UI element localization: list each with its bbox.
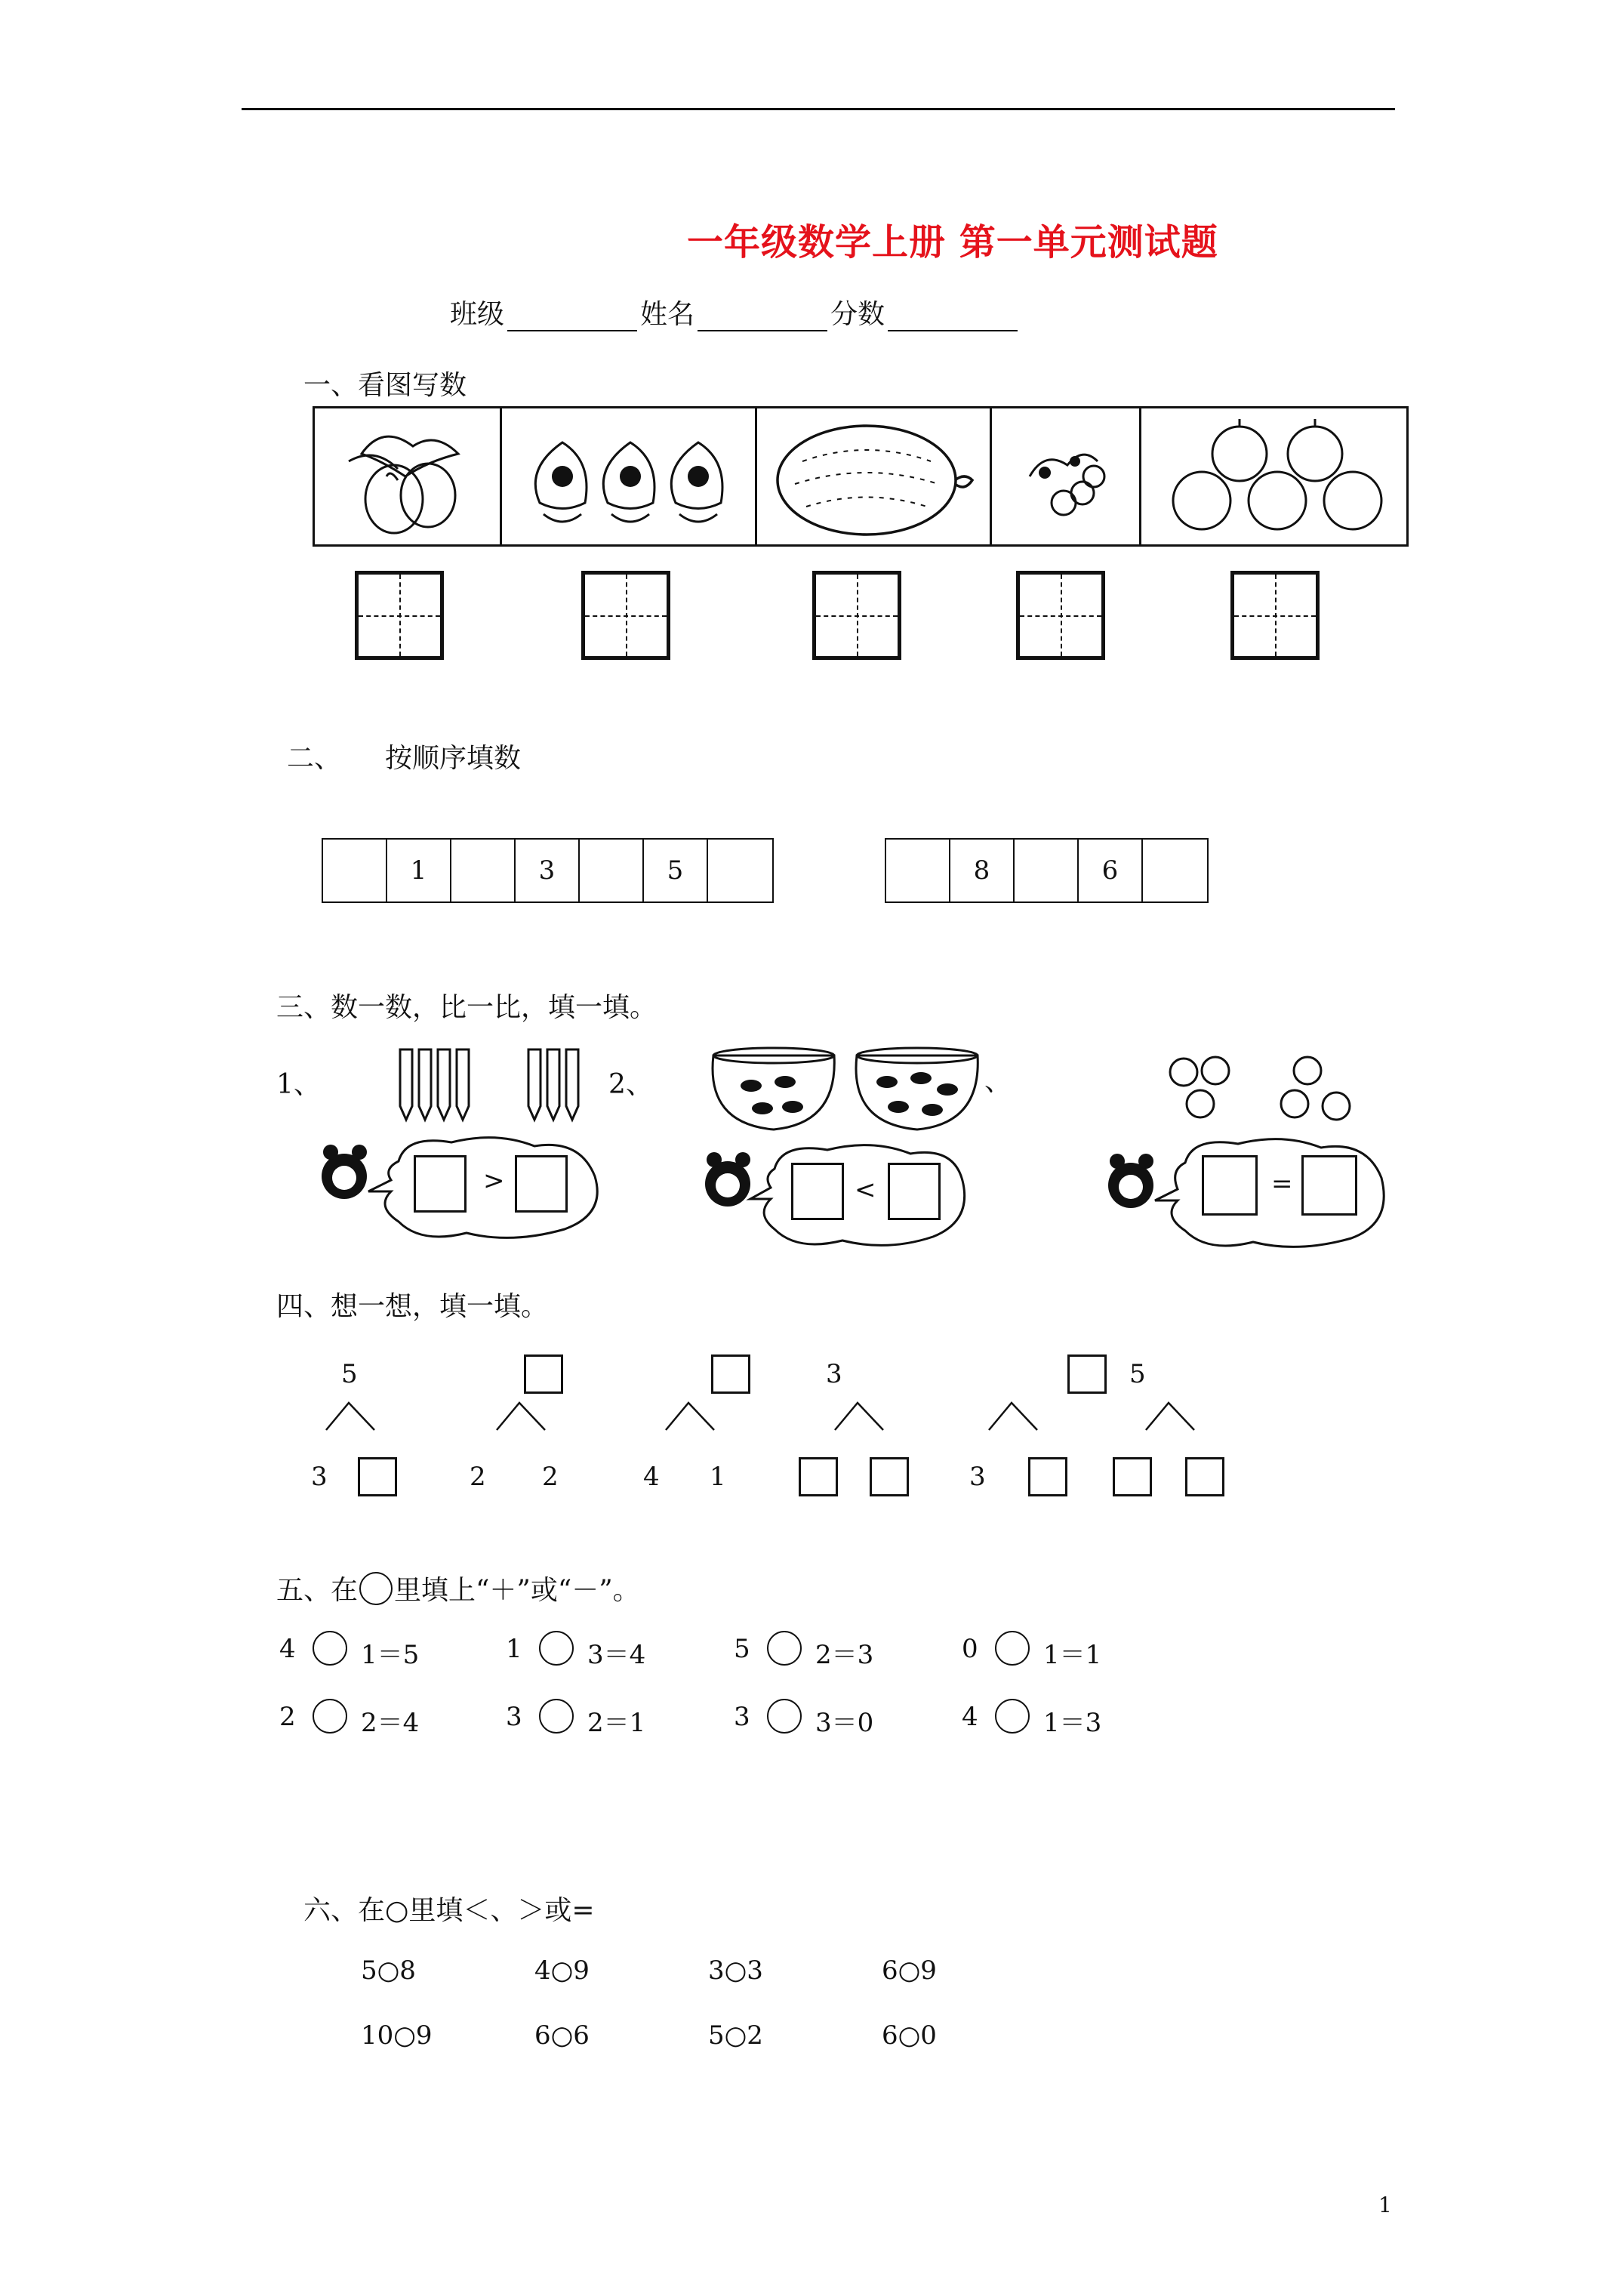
compare-item[interactable]: 3○3 <box>708 1955 763 1986</box>
compare-box-3a[interactable] <box>1202 1155 1258 1216</box>
student-info-line <box>450 293 1021 331</box>
bond3-top-box[interactable] <box>711 1354 750 1394</box>
bond5-left: 3 <box>969 1462 986 1492</box>
seq1-cell[interactable] <box>580 840 644 901</box>
sequence-row-2 <box>885 838 1209 903</box>
operator-circle[interactable] <box>995 1699 1030 1734</box>
section4-heading: 四、想一想，填一填。 <box>276 1291 549 1322</box>
header-rule <box>242 108 1395 110</box>
eq-operand: 2 <box>279 1702 296 1732</box>
operator-circle[interactable] <box>539 1699 574 1734</box>
section5-heading-pre: 五、在 <box>276 1575 359 1606</box>
eq-operand: 1 <box>506 1634 522 1664</box>
score-blank[interactable] <box>888 304 1018 331</box>
operator-circle[interactable] <box>539 1631 574 1666</box>
class-blank[interactable] <box>507 304 637 331</box>
berry-icon <box>992 408 1140 544</box>
eq-rest: 3＝4 <box>587 1640 646 1670</box>
bond5-right-box[interactable] <box>1028 1457 1067 1496</box>
bond6-right-box[interactable] <box>1185 1457 1224 1496</box>
eq-rest: 1＝1 <box>1043 1640 1102 1670</box>
eq-rest: 1＝3 <box>1043 1708 1102 1738</box>
seq1-cell: 1 <box>387 840 451 901</box>
compare-box-1a[interactable] <box>414 1155 467 1213</box>
picture-row <box>313 406 1409 547</box>
section1-heading: 一、看图写数 <box>303 370 467 401</box>
seq1-cell: 5 <box>644 840 708 901</box>
eq-rest: 3＝0 <box>815 1708 874 1738</box>
seq1-cell[interactable] <box>323 840 387 901</box>
operator-circle[interactable] <box>313 1631 347 1666</box>
bond2-right: 2 <box>542 1462 559 1492</box>
seq1-cell[interactable] <box>708 840 772 901</box>
eq-rest: 1＝5 <box>361 1640 420 1670</box>
name-blank[interactable] <box>698 304 827 331</box>
section6-heading: 六、在○里填＜、＞或= <box>303 1895 595 1926</box>
bond2-top-box[interactable] <box>524 1354 563 1394</box>
compare-box-2b[interactable] <box>888 1163 941 1220</box>
section2-heading-number: 二、 <box>287 743 342 774</box>
peach-icon <box>502 408 756 544</box>
bond4-right-box[interactable] <box>870 1457 909 1496</box>
section5-heading-post: 里填上“＋”或“－”。 <box>394 1575 640 1606</box>
problem-3-mark: 、 <box>984 1066 1012 1097</box>
compare-item[interactable]: 5○2 <box>708 2020 763 2051</box>
problem-2-label: 2、 <box>608 1069 653 1100</box>
number-bond-lines <box>317 1397 1298 1435</box>
eq-operand: 3 <box>506 1702 522 1732</box>
compare-item[interactable]: 6○9 <box>882 1955 937 1986</box>
picture-apples <box>1141 408 1406 544</box>
bond5-top-box[interactable] <box>1067 1354 1107 1394</box>
compare-box-3b[interactable] <box>1301 1155 1357 1216</box>
page-title: 一年级数学上册 第一单元测试题 <box>687 221 1218 264</box>
seq2-cell: 8 <box>950 840 1015 901</box>
compare-symbol-3: = <box>1271 1169 1293 1199</box>
pencil-icon <box>393 1042 604 1125</box>
compare-item[interactable]: 6○0 <box>882 2020 937 2051</box>
picture-peaches <box>502 408 757 544</box>
answer-grid-3[interactable] <box>812 571 901 660</box>
bond1-left: 3 <box>311 1462 328 1492</box>
answer-grid-1[interactable] <box>355 571 444 660</box>
section3-heading: 三、数一数，比一比，填一填。 <box>276 992 658 1023</box>
compare-symbol-1: > <box>483 1166 505 1196</box>
fishbowl-icon <box>706 1040 993 1139</box>
bond6-top: 5 <box>1129 1359 1146 1389</box>
seq2-cell[interactable] <box>1015 840 1079 901</box>
seq1-cell[interactable] <box>451 840 516 901</box>
section5-heading <box>276 1569 640 1607</box>
compare-item[interactable]: 10○9 <box>361 2020 433 2051</box>
eq-rest: 2＝4 <box>361 1708 420 1738</box>
eq-operand: 3 <box>734 1702 750 1732</box>
compare-box-2a[interactable] <box>791 1163 844 1220</box>
eq-operand: 4 <box>279 1634 296 1664</box>
circle-icon <box>359 1572 393 1605</box>
name-label: 姓名 <box>640 299 695 330</box>
seq2-cell[interactable] <box>886 840 950 901</box>
answer-grid-2[interactable] <box>581 571 670 660</box>
page-number: 1 <box>1378 2193 1392 2217</box>
operator-circle[interactable] <box>767 1631 802 1666</box>
class-label: 班级 <box>450 299 505 330</box>
bond3-right: 1 <box>710 1462 726 1492</box>
answer-grid-4[interactable] <box>1016 571 1105 660</box>
bond6-left-box[interactable] <box>1113 1457 1152 1496</box>
answer-grid-5[interactable] <box>1230 571 1320 660</box>
eq-operand: 5 <box>734 1634 750 1664</box>
bond1-top: 5 <box>341 1359 358 1389</box>
score-label: 分数 <box>830 299 885 330</box>
seq2-cell: 6 <box>1079 840 1143 901</box>
bond1-right-box[interactable] <box>358 1457 397 1496</box>
bond3-left: 4 <box>643 1462 660 1492</box>
operator-circle[interactable] <box>995 1631 1030 1666</box>
bond2-left: 2 <box>470 1462 486 1492</box>
eq-rest: 2＝3 <box>815 1640 874 1670</box>
compare-box-1b[interactable] <box>515 1155 568 1213</box>
bond4-left-box[interactable] <box>799 1457 838 1496</box>
compare-item[interactable]: 4○9 <box>534 1955 590 1986</box>
operator-circle[interactable] <box>767 1699 802 1734</box>
picture-berries <box>992 408 1141 544</box>
small-apple-icon <box>1163 1049 1359 1133</box>
eq-operand: 4 <box>962 1702 978 1732</box>
compare-item[interactable]: 5○8 <box>361 1955 416 1986</box>
apple-icon <box>1141 408 1407 544</box>
seq2-cell[interactable] <box>1143 840 1207 901</box>
compare-symbol-2: < <box>855 1175 876 1205</box>
picture-mangoes <box>315 408 502 544</box>
mango-icon <box>315 408 500 544</box>
compare-item[interactable]: 6○6 <box>534 2020 590 2051</box>
sequence-row-1 <box>322 838 774 903</box>
section2-heading: 按顺序填数 <box>385 743 522 774</box>
eq-operand: 0 <box>962 1634 978 1664</box>
eq-rest: 2＝1 <box>587 1708 646 1738</box>
watermelon-icon <box>757 408 991 544</box>
seq1-cell: 3 <box>516 840 580 901</box>
problem-1-label: 1、 <box>276 1069 321 1100</box>
bond4-top: 3 <box>826 1359 842 1389</box>
picture-watermelon <box>757 408 993 544</box>
operator-circle[interactable] <box>313 1699 347 1734</box>
